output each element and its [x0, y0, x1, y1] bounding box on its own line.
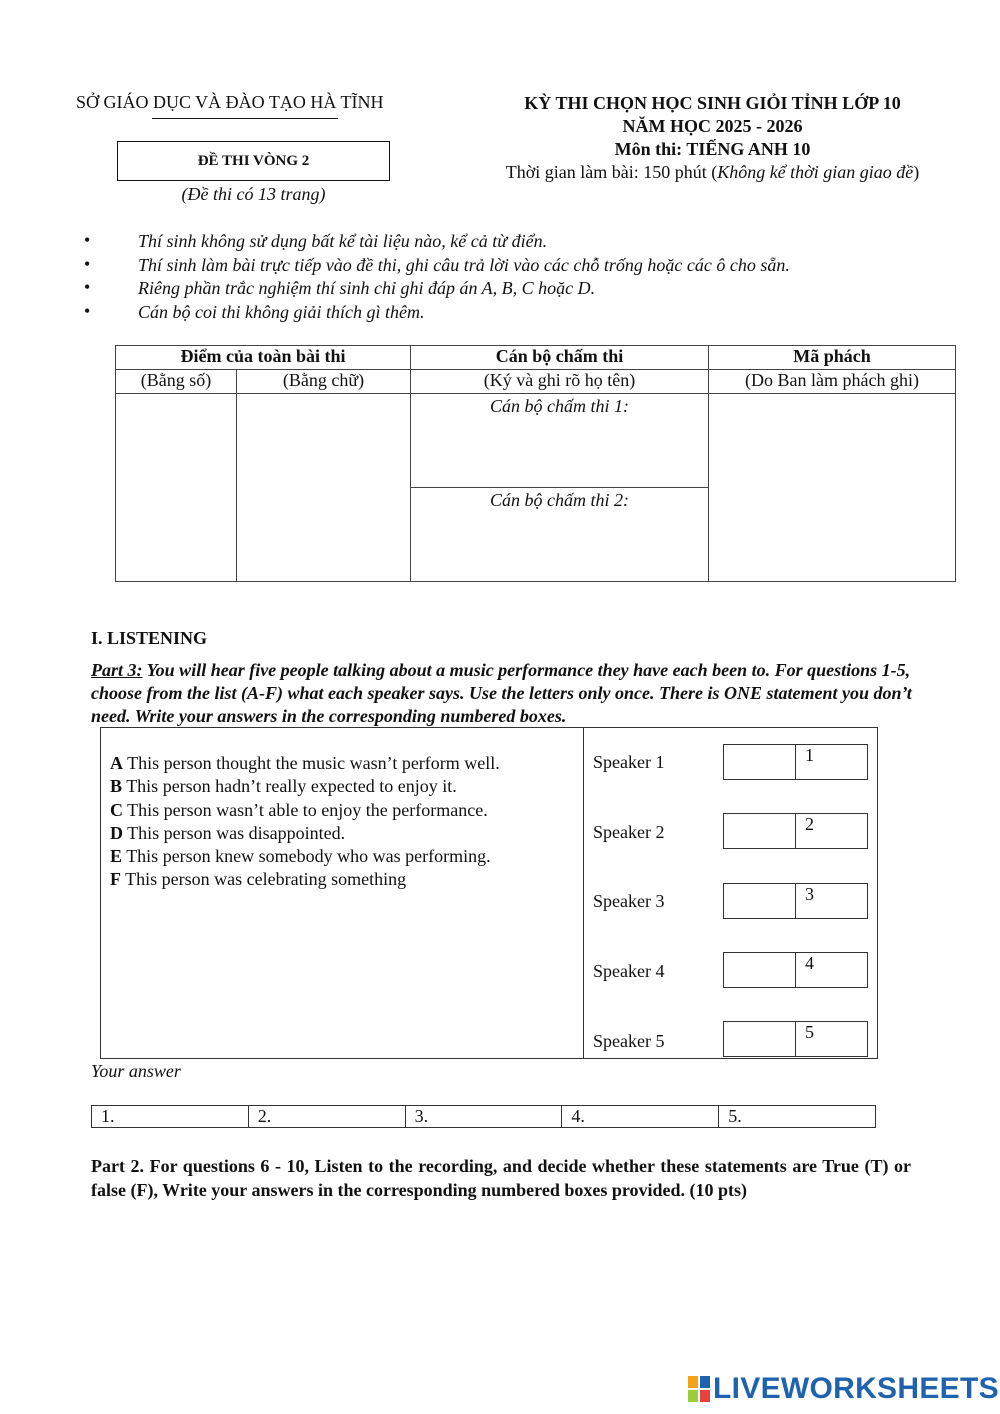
part2-instructions: Part 2. For questions 6 - 10, Listen to the recording, and decide whether these statements are True (T) or false (F), Write your answers in the corresponding numbered boxes provided. (10 pts) [91, 1156, 911, 1200]
exam-title: KỲ THI CHỌN HỌC SINH GIỎI TỈNH LỚP 10 [524, 93, 901, 113]
score-header: Điểm của toàn bài thi [116, 346, 411, 370]
part3-label: Part 3: [91, 660, 143, 680]
pages-note: (Đề thi có 13 trang) [181, 184, 326, 204]
logo-mark-square [688, 1390, 698, 1402]
option-c: C This person wasn’t able to enjoy the performance. [110, 799, 488, 820]
instruction-item: • Cán bộ coi thi không giải thích gì thêm. [84, 301, 790, 325]
speaker-4-label: Speaker 4 [593, 961, 665, 981]
instruction-item: • Thí sinh làm bài trực tiếp vào đề thi, ghi câu trả lời vào các chỗ trống hoặc các ô cho sẵn. [84, 254, 790, 278]
speaker-1-label: Speaker 1 [593, 752, 665, 772]
grader-2-cell[interactable] [411, 488, 709, 582]
option-f: F This person was celebrating something [110, 869, 407, 890]
speaker-3-label: Speaker 3 [593, 891, 665, 911]
speaker-3-answer-box[interactable] [723, 883, 868, 919]
logo-mark-square [700, 1376, 710, 1388]
answer-cell-5[interactable]: 5. [719, 1106, 876, 1128]
exam-duration: Thời gian làm bài: 150 phút (Không kể thời gian giao đề) [505, 162, 920, 182]
speaker-2-answer-box[interactable] [723, 813, 868, 849]
round-label-box: ĐỀ THI VÒNG 2 [117, 141, 390, 181]
score-table [115, 345, 956, 582]
exam-subject: Môn thi: TIẾNG ANH 10 [614, 139, 811, 159]
speaker-5-number: 5 [805, 1022, 814, 1042]
answer-cell-3[interactable]: 3. [405, 1106, 562, 1128]
grader-header: Cán bộ chấm thi [411, 346, 709, 370]
department-name: SỞ GIÁO DỤC VÀ ĐÀO TẠO HÀ TĨNH [76, 92, 384, 112]
grader-2-label: Cán bộ chấm thi 2: [490, 490, 630, 510]
speaker-4-answer-box[interactable] [723, 952, 868, 988]
code-cell[interactable] [709, 394, 956, 582]
option-e: E This person knew somebody who was performing. [110, 846, 491, 867]
instruction-list [84, 230, 790, 324]
logo-mark-square [688, 1376, 698, 1388]
score-number-cell[interactable] [116, 394, 237, 582]
speaker-1-answer-box[interactable] [723, 744, 868, 780]
answer-cell-4[interactable]: 4. [562, 1106, 719, 1128]
score-words-subheader: (Bằng chữ) [237, 370, 411, 394]
answer-cell-2[interactable]: 2. [248, 1106, 405, 1128]
speaker-1-number: 1 [805, 745, 814, 765]
instruction-item: • Riêng phần trắc nghiệm thí sinh chỉ ghi đáp án A, B, C hoặc D. [84, 277, 790, 301]
speaker-5-answer-box[interactable] [723, 1021, 868, 1057]
score-number-subheader: (Bằng số) [116, 370, 237, 394]
instruction-item: • Thí sinh không sử dụng bất kể tài liệu nào, kể cả từ điển. [84, 230, 790, 254]
logo-mark-icon [688, 1376, 710, 1402]
header-underline [152, 118, 338, 119]
option-a: A This person thought the music wasn’t perform well. [110, 753, 500, 773]
grader-subheader: (Ký và ghi rõ họ tên) [411, 370, 709, 394]
exam-heading [470, 92, 955, 184]
option-list [110, 752, 500, 892]
speaker-2-label: Speaker 2 [593, 822, 665, 842]
code-subheader: (Do Ban làm phách ghi) [709, 370, 956, 394]
score-words-cell[interactable] [237, 394, 411, 582]
option-b: B This person hadn’t really expected to enjoy it. [110, 776, 457, 797]
grader-1-cell[interactable] [411, 394, 709, 488]
grader-1-label: Cán bộ chấm thi 1: [490, 396, 630, 416]
logo-mark-square [700, 1390, 710, 1402]
school-year: NĂM HỌC 2025 - 2026 [622, 116, 803, 136]
speaker-5-label: Speaker 5 [593, 1031, 665, 1051]
your-answer-label: Your answer [91, 1061, 181, 1081]
matching-divider [583, 727, 584, 1059]
speaker-3-number: 3 [805, 884, 814, 904]
liveworksheets-logo [688, 1372, 999, 1406]
code-header: Mã phách [709, 346, 956, 370]
answer-table [91, 1105, 876, 1128]
option-d: D This person was disappointed. [110, 822, 346, 843]
section-title: I. LISTENING [91, 628, 208, 648]
speaker-4-number: 4 [805, 953, 814, 973]
part3-instructions: Part 3: You will hear five people talking about a music performance they have each been to. For questions 1-5, choose from the list (A-F) what each speaker says. Use the letters only once. There is ONE statement you don’t need. Write your answers in the corresponding numbered boxes. [91, 660, 912, 726]
answer-cell-1[interactable]: 1. [92, 1106, 249, 1128]
speaker-2-number: 2 [805, 814, 814, 834]
logo-text: LIVEWORKSHEETS [713, 1372, 999, 1405]
